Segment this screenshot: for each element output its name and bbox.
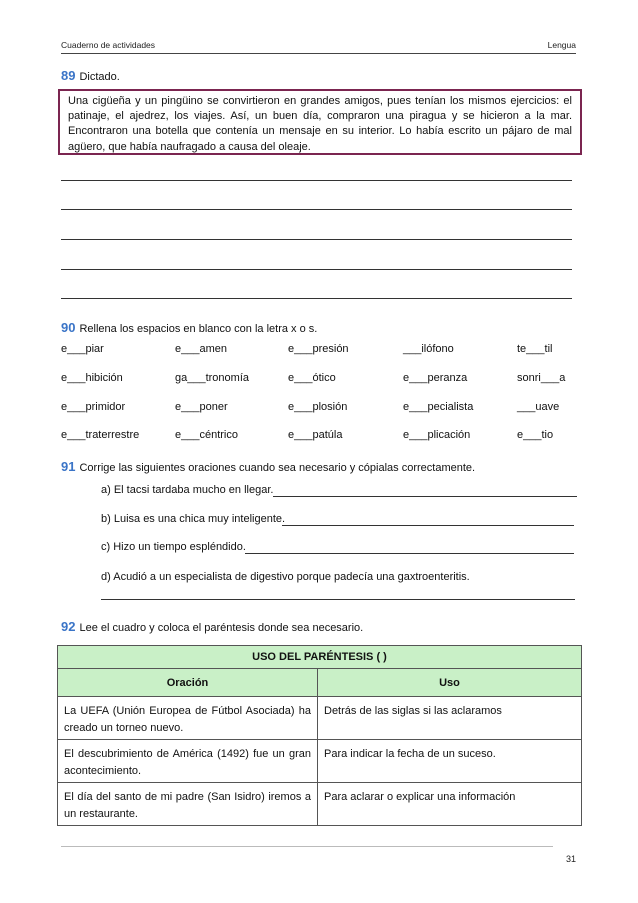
table-cell-oracion[interactable]: El día del santo de mi padre (San Isidro) iremos a un restaurante. xyxy=(58,783,318,826)
exercise-number: 92 xyxy=(61,619,76,634)
table-cell-uso: Detrás de las siglas si las aclaramos xyxy=(318,697,582,740)
exercise-title: Corrige las siguientes oraciones cuando sea necesario y cópialas correctamente. xyxy=(79,462,476,474)
sentence-a: a) El tacsi tardaba mucho en llegar. xyxy=(101,484,274,496)
sentence-c: c) Hizo un tiempo espléndido. xyxy=(101,541,246,553)
sentence-b: b) Luisa es una chica muy inteligente. xyxy=(101,513,286,525)
exercise-90-heading xyxy=(61,320,317,335)
fill-blank-word[interactable]: te___til xyxy=(517,343,553,355)
fill-blank-word[interactable]: e___primidor xyxy=(61,401,126,413)
fill-blank-word[interactable]: sonri___a xyxy=(517,372,566,384)
column-header-oracion: Oración xyxy=(58,669,318,697)
writing-line[interactable] xyxy=(61,269,572,270)
fill-blank-word[interactable]: e___plicación xyxy=(403,429,471,441)
exercise-number: 90 xyxy=(61,320,76,335)
page-number: 31 xyxy=(565,854,576,864)
table-row xyxy=(58,783,582,826)
fill-blank-word[interactable]: e___plosión xyxy=(288,401,348,413)
exercise-title: Dictado. xyxy=(79,71,120,83)
fill-blank-word[interactable]: e___piar xyxy=(61,343,104,355)
parenthesis-usage-table xyxy=(57,645,582,826)
fill-blank-word[interactable]: e___hibición xyxy=(61,372,123,384)
fill-blank-word[interactable]: ___ilófono xyxy=(403,343,454,355)
writing-line[interactable] xyxy=(61,180,572,181)
table-cell-uso: Para aclarar o explicar una información xyxy=(318,783,582,826)
fill-blank-word[interactable]: e___poner xyxy=(175,401,228,413)
fill-blank-word[interactable]: e___patúla xyxy=(288,429,343,441)
exercise-89-heading xyxy=(61,68,120,83)
answer-line-b[interactable] xyxy=(282,525,574,526)
header-divider xyxy=(61,53,576,54)
header-subject: Lengua xyxy=(547,40,576,50)
fill-blank-word[interactable]: e___céntrico xyxy=(175,429,238,441)
table-cell-oracion[interactable]: La UEFA (Unión Europea de Fútbol Asociada) ha creado un torneo nuevo. xyxy=(58,697,318,740)
table-row xyxy=(58,697,582,740)
fill-blank-word[interactable]: e___ótico xyxy=(288,372,336,384)
fill-blank-word[interactable]: e___traterrestre xyxy=(61,429,140,441)
answer-line-d[interactable] xyxy=(101,599,575,600)
fill-blank-word[interactable]: e___presión xyxy=(288,343,349,355)
column-header-uso: Uso xyxy=(318,669,582,697)
fill-blank-word[interactable]: ga___tronomía xyxy=(175,372,249,384)
exercise-title: Rellena los espacios en blanco con la letra x o s. xyxy=(79,323,318,335)
fill-blank-word[interactable]: e___peranza xyxy=(403,372,468,384)
dictation-text-box: Una cigüeña y un pingüino se convirtieron en grandes amigos, pues tenían los mismos ejercicios: el patinaje, el ajedrez, los viajes. Así, un buen día, compraron una piragua y se hicieron a la mar. Encontraron una botella que contenía un mensaje en su interior. Lo había escrito un pájaro de mal agüero, que había naufragado a causa del oleaje. xyxy=(58,89,582,155)
exercise-92-heading xyxy=(61,619,363,634)
fill-blank-word[interactable]: ___uave xyxy=(517,401,560,413)
table-cell-uso: Para indicar la fecha de un suceso. xyxy=(318,740,582,783)
exercise-number: 91 xyxy=(61,459,76,474)
exercise-number: 89 xyxy=(61,68,76,83)
answer-line-a[interactable] xyxy=(273,496,577,497)
writing-line[interactable] xyxy=(61,239,572,240)
sentence-d: d) Acudió a un especialista de digestivo porque padecía una gaxtroenteritis. xyxy=(101,571,470,583)
table-title: USO DEL PARÉNTESIS ( ) xyxy=(58,646,582,669)
fill-blank-word[interactable]: e___tio xyxy=(517,429,554,441)
writing-line[interactable] xyxy=(61,209,572,210)
fill-blank-word[interactable]: e___pecialista xyxy=(403,401,474,413)
footer-divider xyxy=(61,846,553,847)
fill-blank-word[interactable]: e___amen xyxy=(175,343,227,355)
exercise-title: Lee el cuadro y coloca el paréntesis donde sea necesario. xyxy=(79,622,364,634)
writing-line[interactable] xyxy=(61,298,572,299)
table-row xyxy=(58,740,582,783)
header-book-title: Cuaderno de actividades xyxy=(61,40,156,50)
answer-line-c[interactable] xyxy=(245,553,574,554)
exercise-91-heading xyxy=(61,459,475,474)
table-cell-oracion[interactable]: El descubrimiento de América (1492) fue un gran acontecimiento. xyxy=(58,740,318,783)
